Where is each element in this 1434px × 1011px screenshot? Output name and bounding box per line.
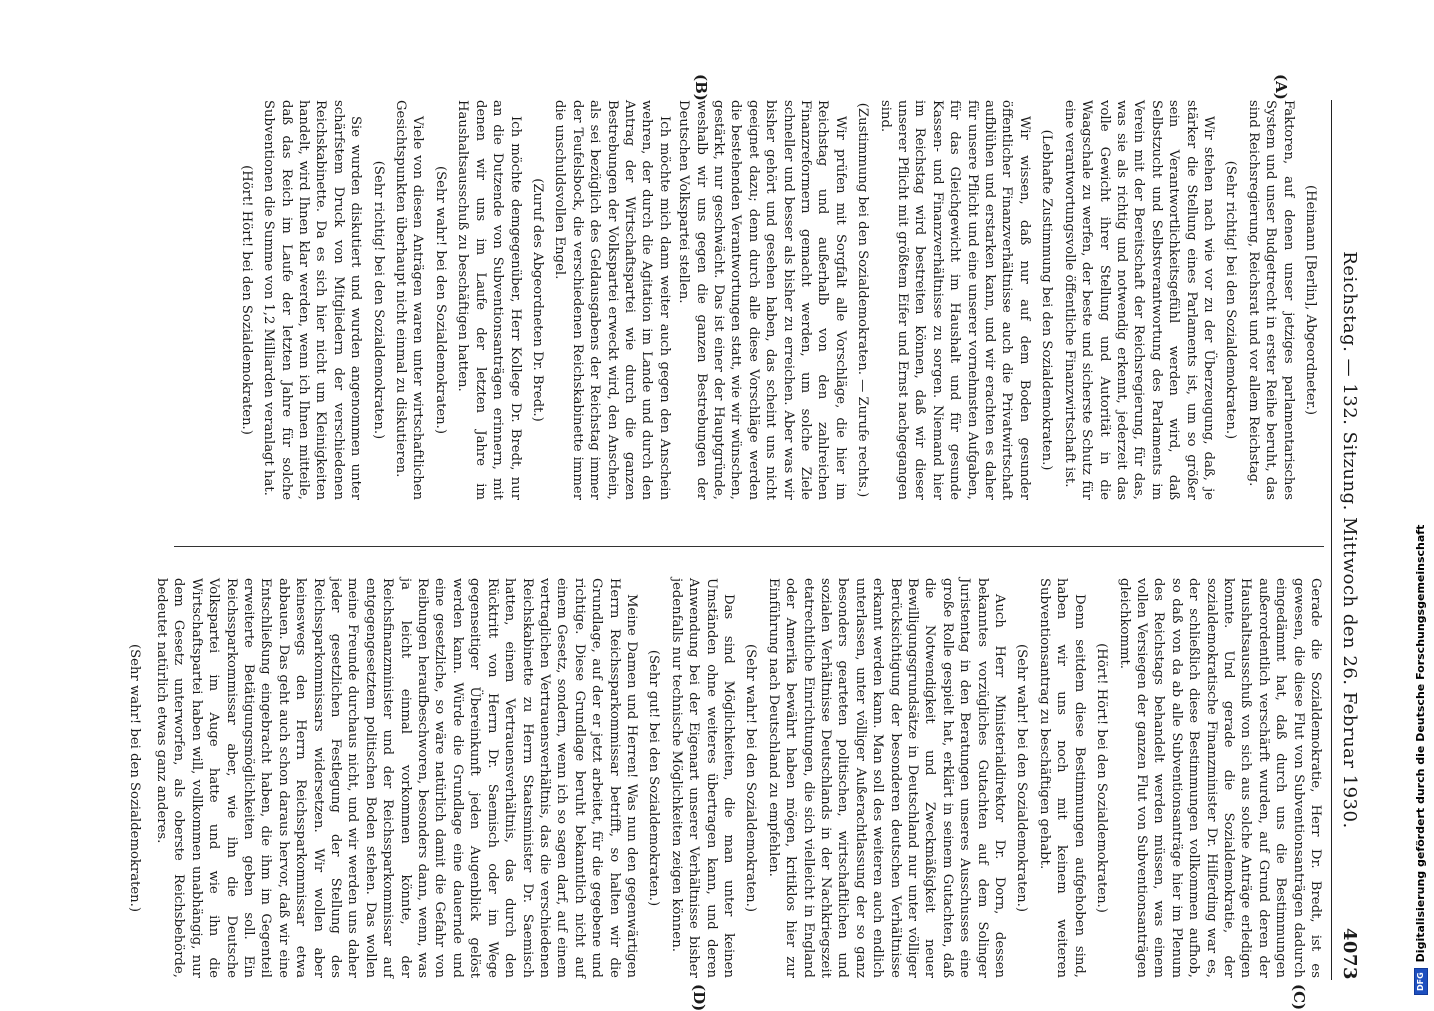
interjection: (Zustimmung bei den Sozialdemokraten. — Zurufe rechts.) [855, 102, 871, 498]
left-column [134, 100, 1324, 500]
digitization-credit [1414, 0, 1432, 995]
right-column [126, 578, 1324, 978]
margin-marker-c: (C) [1290, 984, 1308, 1011]
interjection: (Hört! Hört! bei den Sozialdemokraten.) [1094, 643, 1110, 913]
digitization-credit-text: Digitalisierung gefördert durch die Deutsche Forschungsgemeinschaft [1414, 524, 1427, 963]
paragraph: Wir stehen nach wie vor zu der Überzeugung, daß, je stärker die Stellung eines Parlaments ist, um so größer sein Verantwortlichkeitsgefühl werden wird, daß Selbstzucht und Selbstverantwortung des Parlaments im Verein mit der Bereitschaft der Reichsregierung, für das, was sie als richtig und notwendig erkennt, jederzeit das volle Gewicht ihrer Stellung und Autorität in die Waagschale zu werfen, der beste und sicherste Schutz für eine verantwortungsvolle öffentliche Finanzwirtschaft ist. [1061, 100, 1216, 500]
margin-marker-d: (D) [690, 984, 708, 1011]
paragraph: Auch Herr Ministerialdirektor Dr. Dorn, dessen bekanntes vorzügliches Gutachten auf dem Solinger Juristentag in den Beratungen unseres Ausschusses eine große Rolle gespielt hat, erklärt in seinem Gutachten, daß die Notwendigkeit und Zweckmäßigkeit neuer Bewilligungsgrundsätze in Deutschland nur unter völliger Berücksichtigung der besonderen deutschen Verhältnisse erkannt werden kann. Man soll des weiteren auch endlich unterlassen, unter völliger Außerachtlassung der so ganz besonders gearteten politischen, wirtschaftlichen und sozialen Verhältnisse Deutschlands in der Nachkriegszeit etatrechtliche Einrichtungen, die sich vielleicht in England oder Amerika bewährt haben mögen, kritiklos hier zur Einführung nach Deutschland zu empfehlen. [765, 578, 1008, 978]
paragraph: Viele von diesen Anträgen waren unter wirtschaftlichen Gesichtspunkten überhaupt nicht einmal zu diskutieren. [393, 100, 426, 500]
paragraph: Wir prüfen mit Sorgfalt alle Vorschläge, die hier im Reichstag und außerhalb von den zahlreichen Finanzreformern gemacht werden, um solche Ziele schneller und besser als bisher zu erreichen. Aber was wir bisher gehört und gesehen haben, das scheint uns nicht geeignet dazu; denn durch alle diese Vorschläge werden die bestehenden Verantwortungen statt, wie wir wünschen, gestärkt, nur geschwächt. Das ist einer der Hauptgründe, weshalb wir uns gegen die ganzen Bestrebungen der Deutschen Volkspartei stellen. [676, 100, 848, 500]
paragraph: Ich möchte mich dann weiter auch gegen den Anschein wehren, der durch die Agitation im Lande und durch den Antrag der Wirtschaftspartei wie durch die ganzen Bestrebungen der Volkspartei erweckt wird, den Anschein, als sei bezüglich des Geldausgabens der Reichstag immer der Teufelsbock, die verschiedenen Reichskabinette immer die unschuldsvollen Engel. [552, 100, 672, 500]
paragraph: Das sind Möglichkeiten, die man unter keinen Umständen ohne weiteres übertragen kann, und deren Anwendung bei der Eigenart unserer Verhältnisse bisher jedenfalls nur technische Möglichkeiten zeigen können. [668, 578, 736, 978]
margin-marker-a: (A) [1272, 74, 1290, 100]
speaker-line: (Heimann [Berlin], Abgeordneter.) [1303, 184, 1318, 416]
column-divider [174, 546, 1324, 547]
interjection: (Sehr wahr! bei den Sozialdemokraten.) [743, 644, 759, 912]
interjection: (Sehr wahr! bei den Sozialdemokraten.) [126, 644, 142, 912]
paragraph: Ich möchte demgegenüber, Herr Kollege Dr. Bredt, nur an die Dutzende von Subventionsanträgen erinnern, mit denen wir uns im Laufe der letzten Jahre im Haushaltsausschuß zu beschäftigen hatten. [455, 100, 523, 500]
paragraph: Meine Damen und Herren! Was nun den gegenwärtigen Herrn Reichssparkommissar betrifft, so halten wir die Grundlage, auf der er jetzt arbeitet, für die gegebene und richtige. Diese Grundlage beruht bekanntlich nicht auf einem Gesetz, sondern, wenn ich so sagen darf, auf einem vertraglichen Vertrauensverhältnis, das die verschiedenen Reichskabinette zu Herrn Staatsminister Dr. Saemisch hatten, einem Vertrauensverhältnis, das durch den Rücktritt von Herrn Dr. Saemisch oder im Wege gegenseitiger Übereinkunft jeden Augenblick gelöst werden kann. Würde die Grundlage eine dauernde und eine gesetzliche, so wäre natürlich damit die Gefahr von Reibungen heraufbeschworen, besonders dann, wenn, was ja leicht einmal vorkommen könnte, der Reichsfinanzminister und der Reichssparkommissar auf entgegengesetztem politischen Boden stehen. Das wollen meine Freunde durchaus nicht, und wir werden uns daher jeder gesetzlichen Festlegung der Stellung des Reichssparkommissars widersetzen. Wir wollen aber keineswegs den Herrn Reichssparkommissar etwa abbauen. Das geht auch schon daraus hervor, daß wir eine Entschließung eingebracht haben, die ihm im Gegenteil erweiterte Betätigungsmöglichkeiten geben soll. Ein Reichssparkommissar aber, wie ihn die Deutsche Volkspartei im Auge hatte und wie ihn die Wirtschaftspartei haben will, vollkommen unabhängig, nur dem Gesetz unterworfen, als oberste Reichsbehörde, bedeutet natürlich etwas ganz anderes. [154, 578, 639, 978]
interjection: (Sehr wahr! bei den Sozialdemokraten.) [432, 166, 448, 434]
interjection: (Zuruf des Abgeordneten Dr. Bredt.) [529, 178, 545, 422]
paragraph: Wir wissen, daß nur auf dem Boden gesunder öffentlicher Finanzverhältnisse auch die Privatwirtschaft aufblühen und erstarken kann, und wir erachten es daher für unsere Pflicht und eine unserer vornehmsten Aufgaben, für das Gleichgewicht im Haushalt und für gesunde Kassen- und Finanzverhältnisse zu sorgen. Niemand hier im Reichstag wird bestreiten können, daß wir dieser unserer Pflicht mit größtem Eifer und Ernst nachgegangen sind. [877, 100, 1032, 500]
dfg-logo: DFG [1414, 968, 1428, 995]
interjection: (Sehr gut! bei den Sozialdemokraten.) [646, 649, 662, 907]
interjection: (Sehr richtig! bei den Sozialdemokraten.) [1223, 160, 1239, 440]
interjection: (Lebhafte Zustimmung bei den Sozialdemokraten.) [1039, 129, 1055, 471]
interjection: (Sehr wahr! bei den Sozialdemokraten.) [1014, 644, 1030, 912]
page-number: 4073 [1339, 927, 1360, 980]
header-rule [1331, 100, 1332, 980]
paragraph: Denn seitdem diese Bestimmungen aufgehoben sind, haben wir uns noch mit keinem weiteren Subventionsantrag zu beschäftigen gehabt. [1036, 578, 1087, 978]
rotated-page [120, 74, 1360, 1011]
margin-marker-b: (B) [692, 74, 710, 101]
running-head [1334, 100, 1360, 980]
running-head-title: Reichstag. — 132. Sitzung. Mittwoch den 26. Februar 1930. [1339, 251, 1360, 829]
interjection: (Hört! Hört! bei den Sozialdemokraten.) [238, 165, 254, 435]
paragraph: Sie wurden diskutiert und wurden angenommen unter schärfstem Druck von Mitgliedern der verschiedenen Reichskabinette. Da es sich hier nicht um Kleinigkeiten handelt, wird Ihnen klar werden, wenn ich Ihnen mitteile, daß das Reich im Laufe der letzten Jahre für solche Subventionen die Summe von 1,2 Milliarden veranlagt hat. [261, 100, 364, 500]
paragraph: Gerade die Sozialdemokratie, Herr Dr. Bredt, ist es gewesen, die diese Flut von Subventionsanträgen dadurch eingedämmt hat, daß durch uns die Bestimmungen außerordentlich verschärft wurden, auf Grund deren der Haushaltsausschuß von sich aus solche Anträge erledigen konnte. Und gerade die Sozialdemokratie, der sozialdemokratische Finanzminister Dr. Hilferding war es, der schließlich diese Bestimmungen vollkommen aufhob, so daß von da ab alle Subventionsanträge hier im Plenum des Reichstags behandelt werden müssen, was einem vollen Versiegen der ganzen Flut von Subventionsanträgen gleichkommt. [1116, 578, 1323, 978]
paragraph: Faktoren, auf denen unser jetziges parlamentarisches System und unser Budgetrecht in erster Reihe beruht, das sind Reichsregierung, Reichsrat und vor allem Reichstag. [1245, 100, 1296, 500]
interjection: (Sehr richtig! bei den Sozialdemokraten.) [370, 160, 386, 440]
